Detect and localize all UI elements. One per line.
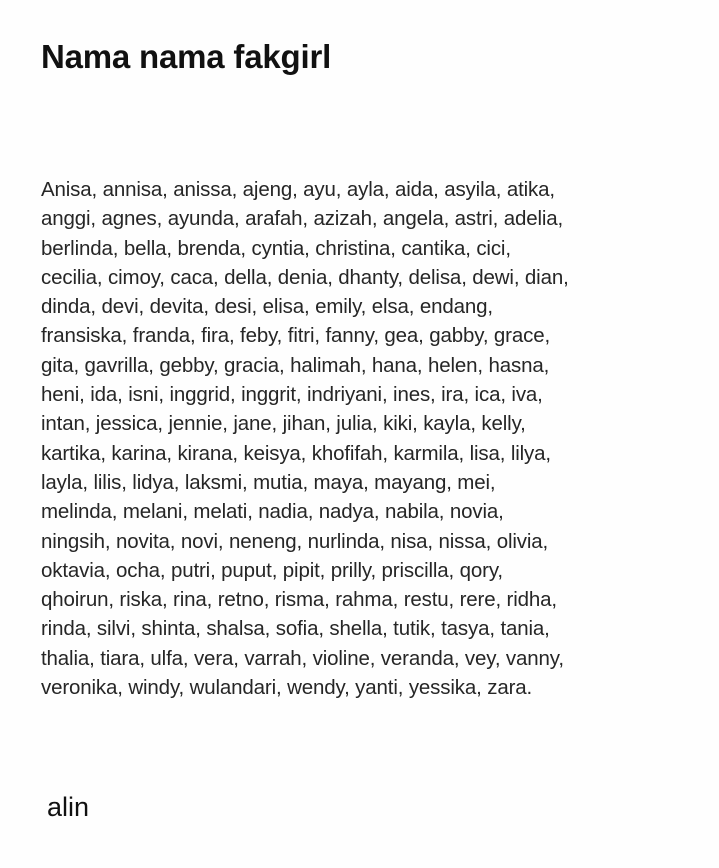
names-line: layla, lilis, lidya, laksmi, mutia, maya, mayang, mei, [41,470,496,494]
names-line: ningsih, novita, novi, neneng, nurlinda, nisa, nissa, olivia, [41,529,549,553]
names-line: rinda, silvi, shinta, shalsa, sofia, shella, tutik, tasya, tania, [41,617,550,641]
names-line: qhoirun, riska, rina, retno, risma, rahma, restu, rere, ridha, [41,588,557,612]
page-title: Nama nama fakgirl [41,38,332,75]
names-line: kartika, karina, kirana, keisya, khofifah, karmila, lisa, lilya, [41,441,551,465]
names-line: melinda, melani, melati, nadia, nadya, nabila, novia, [41,500,504,524]
names-line: veronika, windy, wulandari, wendy, yanti, yessika, zara. [41,676,533,700]
signature-text: alin [47,792,90,822]
names-line: berlinda, bella, brenda, cyntia, christina, cantika, cici, [41,236,511,260]
names-line: Anisa, annisa, anissa, ajeng, ayu, ayla, aida, asyila, atika, [41,178,555,201]
names-line: gita, gavrilla, gebby, gracia, halimah, hana, helen, hasna, [41,353,550,377]
names-line: anggi, agnes, ayunda, arafah, azizah, angela, astri, adelia, [41,207,564,231]
names-line: fransiska, franda, fira, feby, fitri, fanny, gea, gabby, grace, [41,324,551,348]
names-line: thalia, tiara, ulfa, vera, varrah, violine, veranda, vey, vanny, [41,646,564,670]
names-line: oktavia, ocha, putri, puput, pipit, prilly, priscilla, qory, [41,558,503,582]
names-paragraph [41,175,569,702]
names-line: intan, jessica, jennie, jane, jihan, julia, kiki, kayla, kelly, [41,412,526,436]
names-line: heni, ida, isni, inggrid, inggrit, indriyani, ines, ira, ica, iva, [41,383,543,407]
names-line: dinda, devi, devita, desi, elisa, emily, elsa, endang, [41,295,493,319]
names-line: cecilia, cimoy, caca, della, denia, dhanty, delisa, dewi, dian, [41,265,569,289]
